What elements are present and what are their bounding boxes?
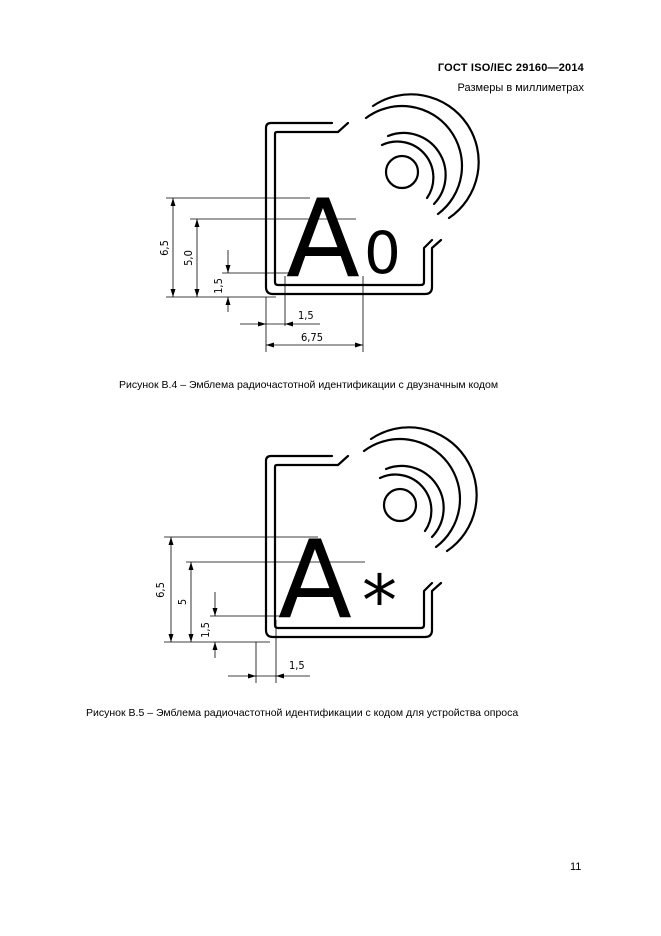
units-note: Размеры в миллиметрах — [457, 82, 584, 94]
wave-arc-2 — [380, 475, 431, 531]
emblem-letter-a: A — [286, 177, 360, 302]
emblem-letter-a: A — [278, 518, 352, 643]
dim-height-base: 1,5 — [212, 278, 225, 294]
dim-height-base: 1,5 — [199, 622, 212, 638]
emblem-code-digit: 0 — [364, 219, 401, 287]
figure-b4-caption: Рисунок В.4 – Эмблема радиочастотной идентификации с двузначным кодом — [119, 379, 499, 391]
emblem-code-asterisk: * — [362, 560, 397, 642]
document-standard-title: ГОСТ ISO/IEC 29160—2014 — [437, 62, 584, 74]
page-number: 11 — [570, 861, 582, 873]
dim-height-letter: 5,0 — [182, 250, 195, 266]
dim-width-offset: 1,5 — [298, 309, 314, 322]
dim-height-total: 6,5 — [158, 240, 171, 256]
figure-b5-caption: Рисунок В.5 – Эмблема радиочастотной идентификации с кодом для устройства опроса — [86, 707, 519, 719]
dim-width-offset: 1,5 — [289, 659, 305, 672]
dim-height-total: 6,5 — [154, 582, 167, 598]
dim-height-letter: 5 — [176, 598, 189, 606]
wave-dot — [384, 489, 416, 521]
dim-width-code: 6,75 — [301, 331, 324, 344]
